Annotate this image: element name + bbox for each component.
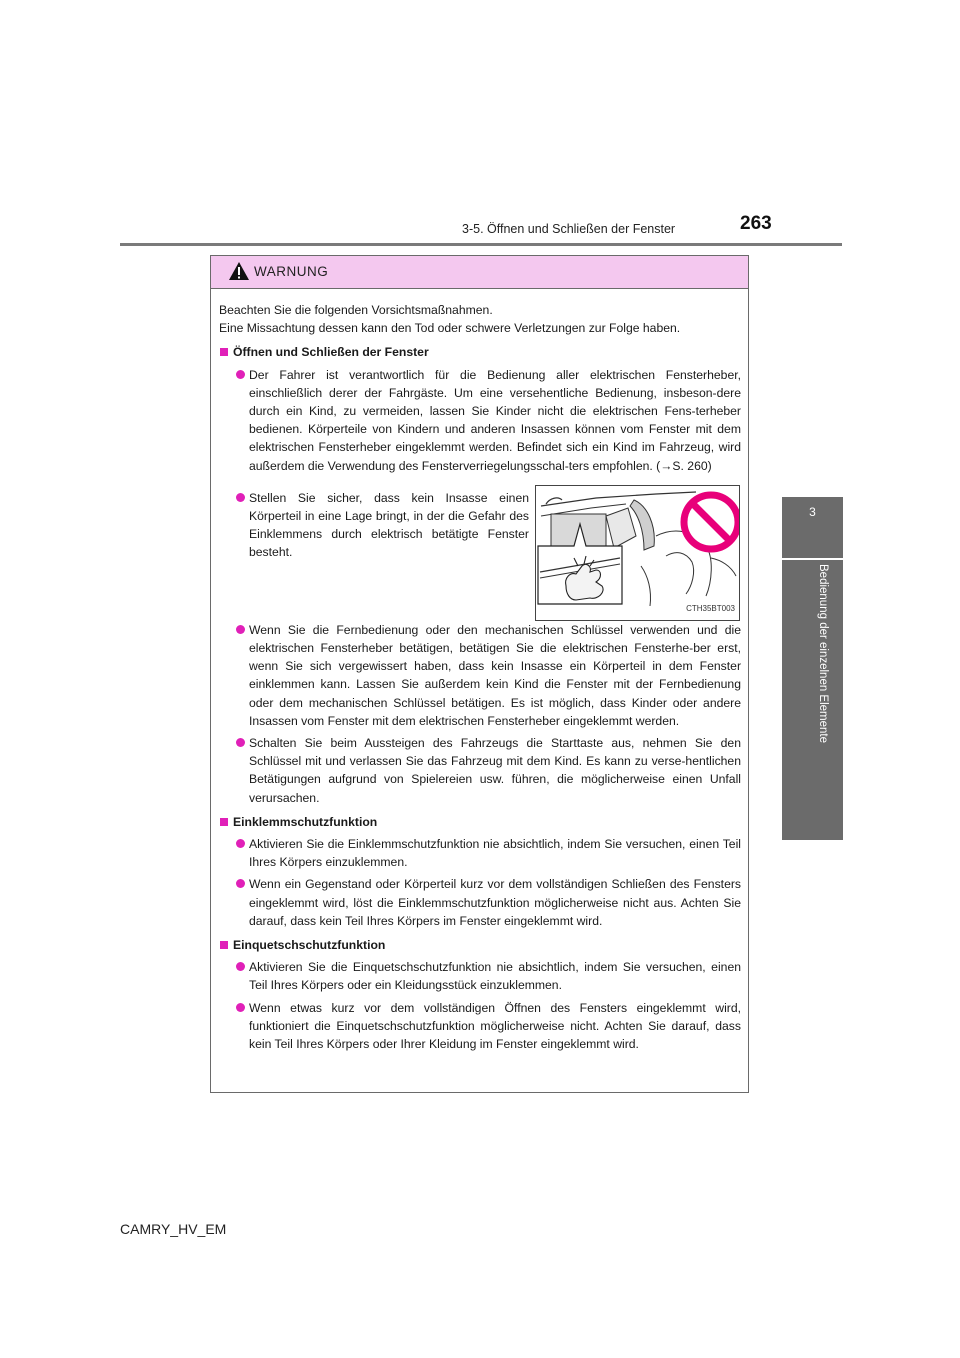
model-code: CAMRY_HV_EM (120, 1221, 227, 1237)
chapter-side-bar (782, 560, 843, 840)
bullet-with-figure (219, 489, 741, 617)
bullet-item (219, 621, 741, 730)
bullet-item (219, 958, 741, 994)
bullet-text: Der Fahrer ist verantwortlich für die Bedienung aller elektrischen Fensterheber, einschließlich derer der Fahrgäste. Um eine versehentliche Bedienung, insbeson-dere durch ein Kind, zu vermeiden, lassen Sie Kinder nicht die elektrischen Fens-terheber bedienen. Körperteile von Kindern und anderen Insassen können vom Fenster mit dem elektrischen Fensterheber eingeklemmt werden. Befindet sich ein Kind im Fahrzeug, wird außerdem die Verwendung des Fensterverriegelungsschal-ters empfohlen. (→S. 260) (249, 367, 741, 473)
warning-body (211, 289, 748, 1053)
warning-header (211, 256, 748, 289)
bullet-dot-icon (236, 493, 245, 502)
bullet-item (219, 489, 529, 562)
section-heading: Einklemmschutzfunktion (219, 813, 741, 831)
header-divider (120, 243, 842, 246)
section-heading: Einquetschschutzfunktion (219, 936, 741, 954)
bullet-dot-icon (236, 1003, 245, 1012)
page-number: 263 (740, 213, 772, 234)
warning-triangle-icon (228, 261, 250, 281)
bullet-dot-icon (236, 879, 245, 888)
bullet-item (219, 835, 741, 871)
section-title: 3-5. Öffnen und Schließen der Fenster (462, 222, 676, 236)
bullet-text: Aktivieren Sie die Einquetschschutzfunktion nie absichtlich, indem Sie versuchen, einen Teil Ihres Körpers oder ein Kleidungsstück einzuklemmen. (249, 960, 741, 993)
bullet-text: Wenn ein Gegenstand oder Körperteil kurz vor dem vollständigen Schließen des Fensters eingeklemmt wird, löst die Einklemmschutzfunktion möglicherweise nicht aus. Achten Sie darauf, dass kein Teil Ihres Körpers im Fenster eingeklemmt wird. (249, 877, 741, 928)
chapter-tab (782, 497, 843, 558)
bullet-item (219, 734, 741, 807)
warning-intro (219, 301, 741, 337)
bullet-dot-icon (236, 370, 245, 379)
intro-line: Eine Missachtung dessen kann den Tod oder schwere Verletzungen zur Folge haben. (219, 321, 681, 336)
chapter-label: Bedienung der einzelnen Elemente (817, 564, 829, 744)
warning-box (210, 255, 749, 1093)
bullet-dot-icon (236, 625, 245, 634)
warning-title: WARNUNG (254, 264, 329, 279)
bullet-text: Aktivieren Sie die Einklemmschutzfunktion nie absichtlich, indem Sie versuchen, einen Teil Ihres Körpers einzuklemmen. (249, 837, 741, 870)
chapter-number: 3 (809, 505, 816, 519)
bullet-dot-icon (236, 962, 245, 971)
bullet-text: Wenn etwas kurz vor dem vollständigen Öffnen des Fensters eingeklemmt wird, funktioniert die Einquetschschutzfunktion möglicherweise nicht. Achten Sie darauf, dass kein Teil Ihres Körpers oder Ihrer Kleidung im Fenster eingeklemmt wird. (249, 1000, 741, 1052)
section-heading: Öffnen und Schließen der Fenster (219, 343, 741, 361)
bullet-item (219, 875, 741, 930)
bullet-dot-icon (236, 738, 245, 747)
bullet-text: Wenn Sie die Fernbedienung oder den mechanischen Schlüssel verwenden und die elektrischen Fensterheber betätigen, betätigen Sie die elektrischen Fensterhe-ber erst, wenn Sie sich vergewissert haben, dass kein Insasse ein Körperteil in dem Fenster einklemmen kann. Lassen Sie außerdem kein Kind die Fenster mit der Fernbedienung oder dem mechanischen Schlüssel betätigen. Es ist möglich, dass Kinder oder andere Insassen vom Fenster mit dem elektrischen Fensterheber eingeklemmt werden. (249, 622, 741, 728)
intro-line: Beachten Sie die folgenden Vorsichtsmaßnahmen. (219, 303, 493, 317)
bullet-text: Stellen Sie sicher, dass kein Insasse einen Körperteil in eine Lage bringt, in der die Gefahr des Einklemmens durch elektrisch betätigte Fenster besteht. (249, 490, 529, 560)
bullet-dot-icon (236, 839, 245, 848)
bullet-item (219, 999, 741, 1054)
figure-code: CTH35BT003 (686, 603, 735, 613)
illustration-hand-in-window (535, 485, 740, 621)
bullet-text: Schalten Sie beim Aussteigen des Fahrzeugs die Starttaste aus, nehmen Sie den Schlüssel mit und verlassen Sie das Fahrzeug mit dem Kind. Es kann zu verse-hentlichen Betätigungen aufgrund von Spielereien usw. führen, die möglicherweise einen Unfall verursachen. (249, 736, 741, 805)
bullet-item (219, 366, 741, 475)
